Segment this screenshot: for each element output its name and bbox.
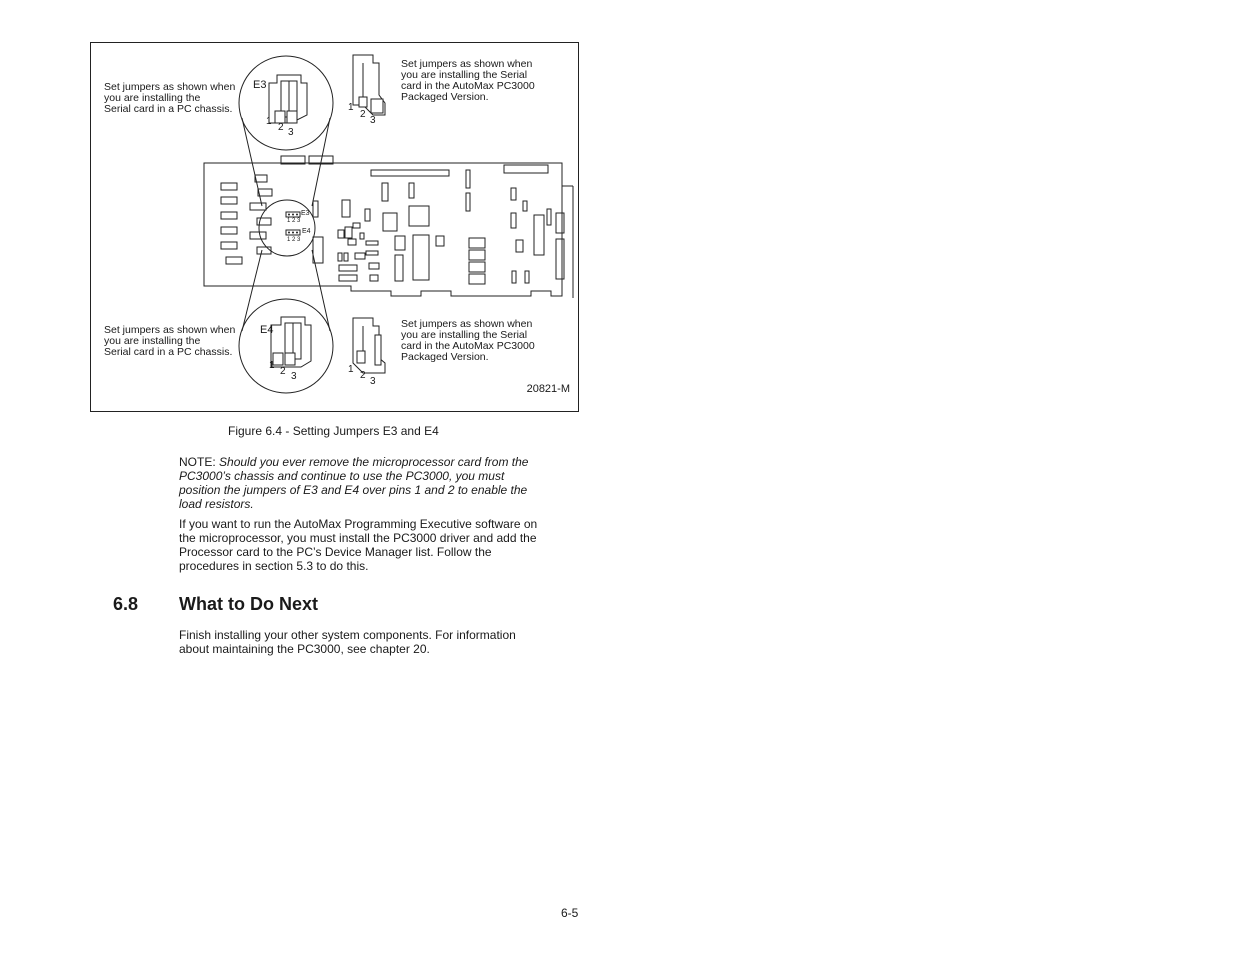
e3-label: E3 bbox=[253, 79, 267, 91]
e3-pin-1: 1 bbox=[266, 116, 272, 127]
e4-label: E4 bbox=[260, 324, 274, 336]
e4-pin-2: 2 bbox=[280, 366, 286, 377]
note-paragraph: NOTE: Should you ever remove the microprocessor card from the PC3000’s chassis and continue to use the PC3000, you must position the jumpers of E3 and E4 over pins 1 and 2 to enable the load resistors. bbox=[179, 455, 529, 511]
figure-id: 20821-M bbox=[526, 383, 570, 395]
br-pin-3: 3 bbox=[370, 376, 376, 387]
e4-pin-1: 1 bbox=[269, 360, 275, 371]
e3-pin-3: 3 bbox=[288, 127, 294, 138]
board-e3-label: E3 bbox=[301, 210, 310, 217]
figure-caption: Figure 6.4 - Setting Jumpers E3 and E4 bbox=[228, 424, 439, 438]
callout-bottom-left: Set jumpers as shown when you are installing the Serial card in a PC chassis. bbox=[104, 324, 236, 358]
figure-jumpers-e3-e4 bbox=[90, 42, 579, 412]
page-number: 6-5 bbox=[561, 906, 579, 920]
br-pin-2: 2 bbox=[360, 370, 366, 381]
board-e4-label: E4 bbox=[302, 228, 311, 235]
callout-bottom-right: Set jumpers as shown when you are installing the Serial card in the AutoMax PC3000 Packaged Version. bbox=[401, 318, 535, 363]
driver-install-paragraph: If you want to run the AutoMax Programming Executive software on the microprocessor, you must install the PC3000 driver and add the Processor card to the PC’s Device Manager list. Follow the procedures in section 5.3 to do this. bbox=[179, 517, 538, 573]
section-title: What to Do Next bbox=[179, 594, 318, 614]
tr-pin-1: 1 bbox=[348, 102, 354, 113]
board-e4-pins: 1 2 3 bbox=[287, 237, 301, 243]
note-label: NOTE: bbox=[179, 455, 216, 469]
tr-pin-2: 2 bbox=[360, 109, 366, 120]
next-steps-paragraph: Finish installing your other system components. For information about maintaining the PC3000, see chapter 20. bbox=[179, 628, 516, 656]
board-e3-pins: 1 2 3 bbox=[287, 218, 301, 224]
callout-top-right: Set jumpers as shown when you are installing the Serial card in the AutoMax PC3000 Packaged Version. bbox=[401, 58, 535, 103]
section-number: 6.8 bbox=[113, 594, 139, 614]
e3-pin-2: 2 bbox=[278, 122, 284, 133]
br-pin-1: 1 bbox=[348, 364, 354, 375]
e4-pin-3: 3 bbox=[291, 371, 297, 382]
callout-top-left: Set jumpers as shown when you are installing the Serial card in a PC chassis. bbox=[104, 81, 236, 115]
tr-pin-3: 3 bbox=[370, 115, 376, 126]
